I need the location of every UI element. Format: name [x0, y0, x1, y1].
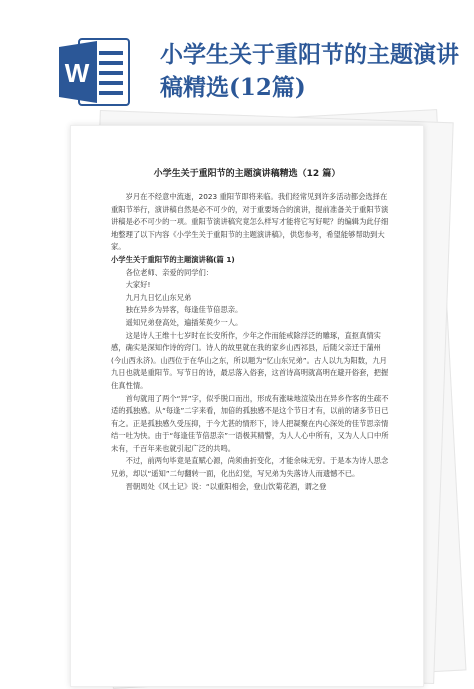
hello-line: 大家好!: [125, 280, 151, 290]
document-title: 小学生关于重阳节的主题演讲稿精选（12 篇）: [153, 169, 341, 179]
page-title: 小学生关于重阳节的主题演讲稿精选(12篇): [160, 41, 459, 101]
document-page: [70, 125, 424, 687]
document-header: [0, 0, 474, 120]
body-paragraph: 不过，前两句毕竟是直赋心源，尚须曲折变化，才能余味无穷。于是本为诗人思念兄弟，却以“遥知”二句翻转一面，化出幻觉，写兄弟为失落诗人而遗憾不已。: [111, 456, 389, 479]
greeting-line: 各位老师、亲爱的同学们：: [125, 267, 214, 277]
poem-line: 独在异乡为异客，每逢佳节倍思亲。: [125, 305, 243, 315]
section-heading: 小学生关于重阳节的主题演讲稿(篇 1): [111, 254, 235, 264]
intro-paragraph: 岁月在不经意中流逝，2023 重阳节即将来临。我们经常见到许多活动都会选择在重阳节举行，演讲稿自然是必不可少的，对于重要场合的演讲，提前准备关于重阳节演讲稿是必不可少的一项。重阳节演讲稿究竟怎么样写才能将它写好呢？的编辑为此仔细地整理了以下内容《小学生关于重阳节的主题演讲稿》，供您参考，希望能够帮助到大家。: [111, 192, 389, 252]
body-paragraph: 首句就用了两个“异”字，似乎脱口而出，形成有涨味地渲染出在异乡作客的生疏不适的孤独感。从“每逢”二字来看，加倍的孤独感不是这个节日才有，以前的诸多节日已有之。正是孤独感久受压抑，于今尤甚的情形下，诗人把凝聚在内心深处的佳节思亲情结一吐为快。由于“每逢佳节倍思亲”一语极其精警，为人人心中所有，又为人人口中所未有，千百年来也就引起广泛的共鸣。: [111, 393, 389, 453]
word-icon: [57, 37, 131, 107]
svg-text:W: W: [64, 58, 90, 88]
body-paragraph: 晋朝周处《风土记》说：“以重阳相会，登山饮菊花酒，谓之登: [125, 481, 327, 491]
body-paragraph: 这是诗人王维十七岁时在长安所作，少年之作而能戒除浮泛的雕琢，直抠真情实感，确实是深知作诗的窍门。诗人的故里就在我的家乡山西祁县，后随父亲迁于蒲州(今山西永济)。山西位于在华山之东，所以题为“忆山东兄弟”。古人以九为阳数，九月九日也就是重阳节。写节日的诗，最忌落入俗套，这首诗高明就高明在避开俗套，把握住真性情。: [111, 330, 389, 390]
document-body: [111, 191, 391, 493]
poem-title: 九月九日忆山东兄弟: [125, 292, 192, 302]
poem-line: 遥知兄弟登高处，遍插茱萸少一人。: [125, 317, 243, 327]
